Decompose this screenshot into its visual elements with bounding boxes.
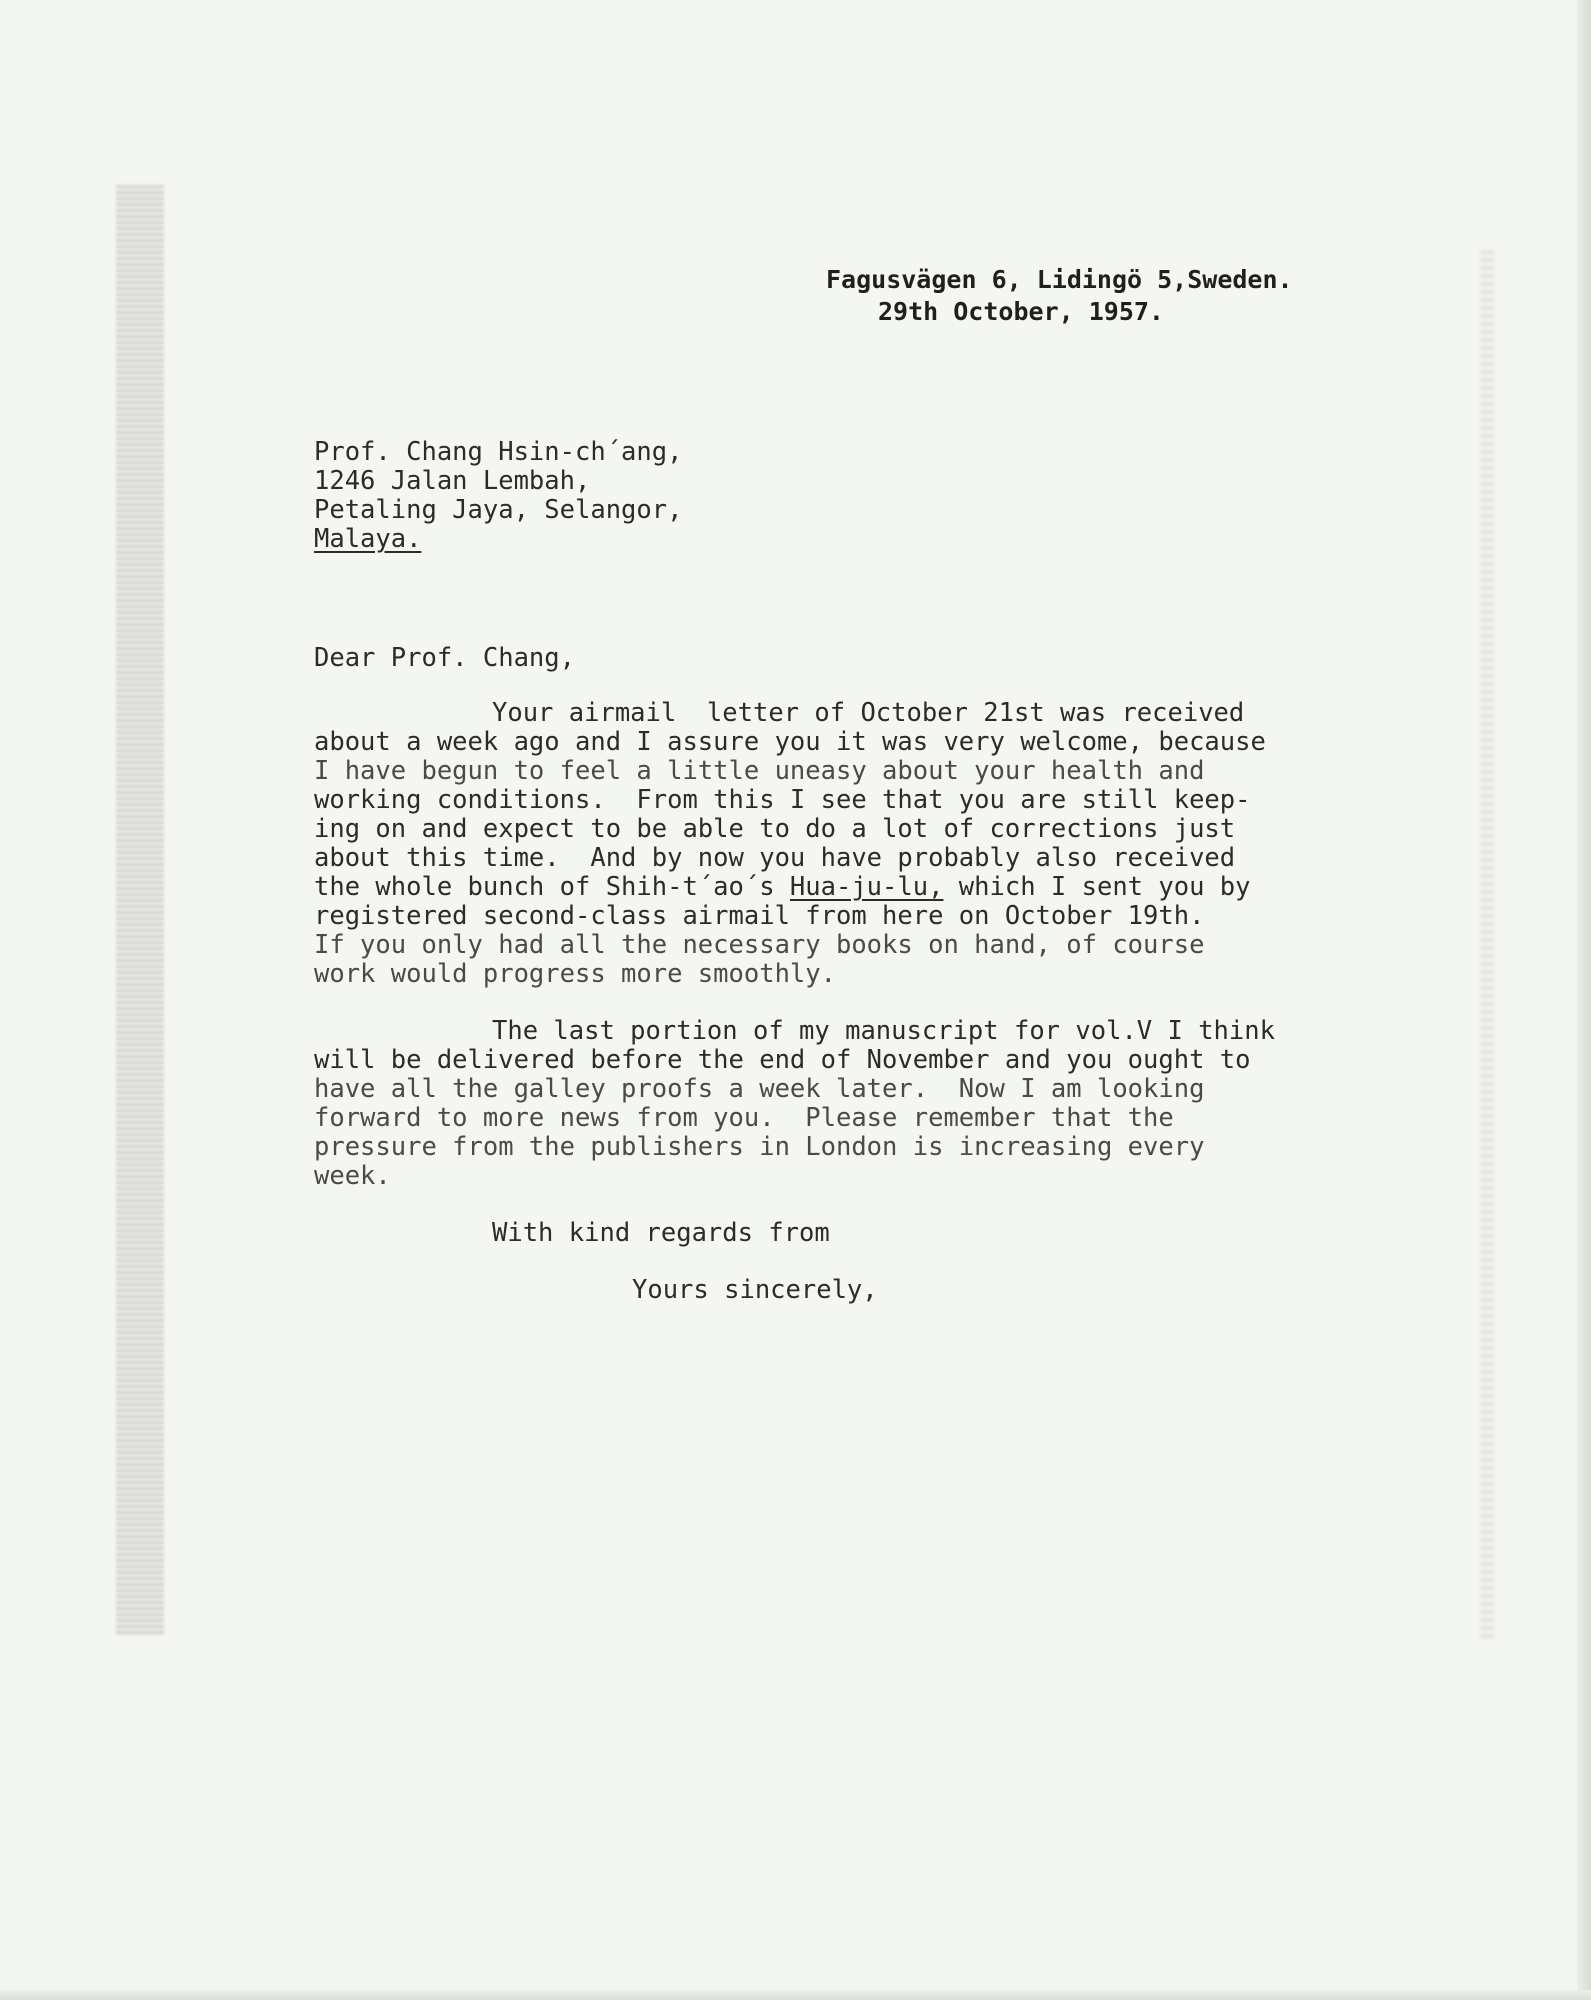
paragraph1-line: registered second-class airmail from here on October 19th. <box>314 901 1205 931</box>
paper-edge-bottom <box>0 1990 1591 2000</box>
paragraph1-line: working conditions. From this I see that you are still keep- <box>314 785 1251 815</box>
salutation: Dear Prof. Chang, <box>314 643 575 673</box>
paragraph1-line7-post: which I sent you by <box>943 872 1251 902</box>
paragraph1-line: Your airmail letter of October 21st was received <box>492 698 1245 728</box>
closing-signoff: Yours sincerely, <box>632 1275 878 1305</box>
paragraph1-line: If you only had all the necessary books on hand, of course <box>314 930 1205 960</box>
paragraph2-line: will be delivered before the end of November and you ought to <box>314 1045 1251 1075</box>
book-title: Hua-ju-lu, <box>789 872 944 902</box>
paragraph1-line: about this time. And by now you have probably also received <box>314 843 1236 873</box>
paragraph1-line: work would progress more smoothly. <box>314 959 836 989</box>
binding-shadow-right <box>1480 250 1494 1640</box>
paragraph2-line: week. <box>314 1161 391 1191</box>
paragraph1-line: about a week ago and I assure you it was very welcome, because <box>314 727 1266 757</box>
recipient-country: Malaya. <box>314 524 422 554</box>
letter-date: 29th October, 1957. <box>878 297 1164 326</box>
recipient-street: 1246 Jalan Lembah, <box>314 466 591 496</box>
binding-shadow-left <box>116 185 164 1635</box>
paragraph1-line-with-title <box>314 873 1251 902</box>
paragraph1-line: ing on and expect to be able to do a lot of corrections just <box>314 814 1236 844</box>
recipient-name: Prof. Chang Hsin-ch´ang, <box>314 437 683 467</box>
paragraph1-line: I have begun to feel a little uneasy about your health and <box>314 756 1205 786</box>
recipient-city: Petaling Jaya, Selangor, <box>314 495 683 525</box>
paragraph2-line: have all the galley proofs a week later. Now I am looking <box>314 1074 1205 1104</box>
paragraph1-line7-pre: the whole bunch of Shih-t´ao´s <box>314 872 790 902</box>
paragraph2-line: forward to more news from you. Please remember that the <box>314 1103 1174 1133</box>
paper-edge-right <box>1577 0 1591 2000</box>
sender-address: Fagusvägen 6, Lidingö 5,Sweden. <box>826 265 1293 294</box>
closing-regards: With kind regards from <box>492 1218 830 1248</box>
paragraph2-line: The last portion of my manuscript for vol.V I think <box>492 1016 1275 1046</box>
paragraph2-line: pressure from the publishers in London is increasing every <box>314 1132 1205 1162</box>
